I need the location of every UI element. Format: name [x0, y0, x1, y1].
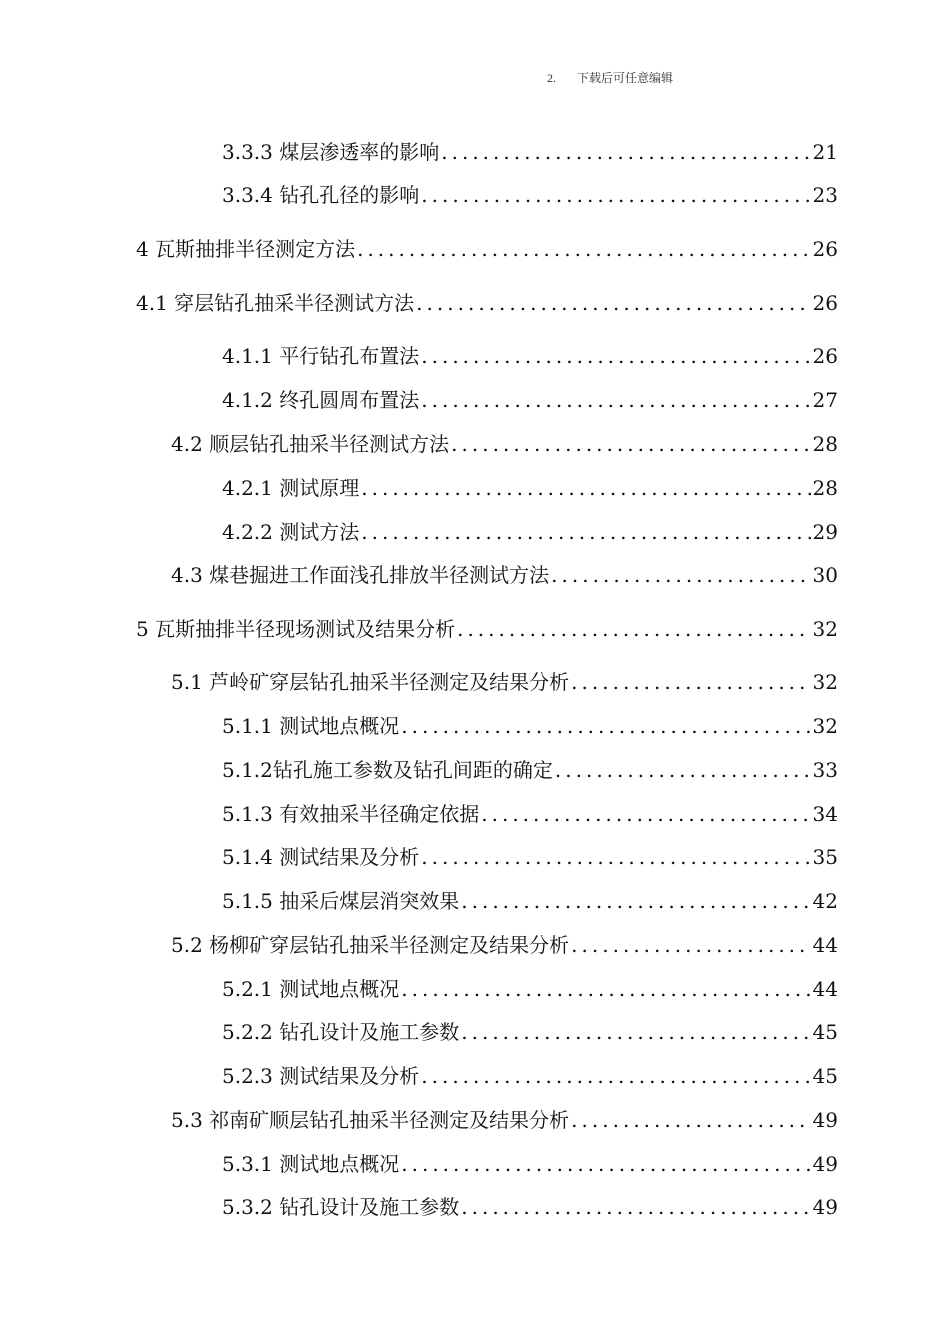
toc-leader-dots — [461, 887, 810, 915]
toc-entry[interactable] — [222, 887, 838, 915]
toc-leader-dots — [421, 181, 810, 209]
toc-entry[interactable] — [222, 756, 838, 784]
toc-page-number: 29 — [812, 520, 838, 544]
toc-leader-dots — [461, 1193, 810, 1221]
toc-entry-title: 4.1 穿层钻孔抽采半径测试方法 — [136, 291, 415, 315]
toc-entry[interactable] — [171, 430, 838, 458]
toc-entry-title: 5.3 祁南矿顺层钻孔抽采半径测定及结果分析 — [171, 1108, 570, 1132]
toc-leader-dots — [416, 289, 810, 317]
toc-page-number: 30 — [812, 563, 838, 587]
toc-entry-title: 4.1.2 终孔圆周布置法 — [222, 388, 420, 412]
toc-leader-dots — [571, 1106, 810, 1134]
toc-leader-dots — [571, 931, 810, 959]
toc-entry[interactable] — [222, 342, 838, 370]
toc-entry-title: 4 瓦斯抽排半径测定方法 — [136, 237, 356, 261]
toc-page-number: 33 — [812, 758, 838, 782]
toc-entry[interactable] — [222, 1062, 838, 1090]
toc-page-number: 42 — [812, 889, 838, 913]
toc-entry-title: 5.1.5 抽采后煤层消突效果 — [222, 889, 460, 913]
page-header — [547, 69, 673, 86]
toc-entry-title: 4.2.2 测试方法 — [222, 520, 360, 544]
toc-entry-title: 5.2.2 钻孔设计及施工参数 — [222, 1020, 460, 1044]
toc-entry[interactable] — [171, 561, 838, 589]
toc-page-number: 49 — [812, 1108, 838, 1132]
toc-page-number: 44 — [812, 977, 838, 1001]
toc-page-number: 44 — [812, 933, 838, 957]
toc-entry[interactable] — [222, 386, 838, 414]
toc-leader-dots — [361, 474, 810, 502]
toc-page-number: 35 — [812, 845, 838, 869]
toc-entry-title: 5 瓦斯抽排半径现场测试及结果分析 — [136, 617, 456, 641]
toc-page-number: 27 — [812, 388, 838, 412]
toc-page-number: 34 — [812, 802, 838, 826]
toc-page-number: 32 — [812, 670, 838, 694]
toc-entry-title: 5.2 杨柳矿穿层钻孔抽采半径测定及结果分析 — [171, 933, 570, 957]
header-number: 2. — [547, 71, 556, 85]
toc-entry[interactable] — [222, 1018, 838, 1046]
toc-entry-title: 5.1.4 测试结果及分析 — [222, 845, 420, 869]
toc-page-number: 49 — [812, 1195, 838, 1219]
toc-entry-title: 3.3.3 煤层渗透率的影响 — [222, 140, 440, 164]
toc-entry[interactable] — [171, 668, 838, 696]
toc-entry-title: 5.1.2钻孔施工参数及钻孔间距的确定 — [222, 758, 553, 782]
toc-leader-dots — [401, 975, 810, 1003]
toc-entry-title: 4.2 顺层钻孔抽采半径测试方法 — [171, 432, 450, 456]
toc-entry[interactable] — [222, 800, 838, 828]
toc-entry[interactable] — [222, 1193, 838, 1221]
toc-entry-title: 5.1 芦岭矿穿层钻孔抽采半径测定及结果分析 — [171, 670, 570, 694]
toc-leader-dots — [401, 1150, 810, 1178]
toc-entry-title: 5.1.3 有效抽采半径确定依据 — [222, 802, 480, 826]
toc-page-number: 45 — [812, 1064, 838, 1088]
toc-page-number: 28 — [812, 432, 838, 456]
toc-entry[interactable] — [222, 843, 838, 871]
toc-entry[interactable] — [222, 181, 838, 209]
toc-entry[interactable] — [222, 474, 838, 502]
toc-page-number: 23 — [812, 183, 838, 207]
toc-entry-title: 5.3.1 测试地点概况 — [222, 1152, 400, 1176]
toc-leader-dots — [421, 1062, 810, 1090]
toc-entry-title: 3.3.4 钻孔孔径的影响 — [222, 183, 420, 207]
toc-entry[interactable] — [136, 289, 838, 317]
toc-leader-dots — [451, 430, 810, 458]
header-text: 下载后可任意编辑 — [577, 71, 674, 85]
toc-leader-dots — [421, 386, 810, 414]
toc-page-number: 28 — [812, 476, 838, 500]
toc-entry-title: 5.3.2 钻孔设计及施工参数 — [222, 1195, 460, 1219]
toc-entry[interactable] — [222, 712, 838, 740]
toc-leader-dots — [401, 712, 810, 740]
toc-entry[interactable] — [222, 975, 838, 1003]
toc-leader-dots — [361, 518, 810, 546]
toc-leader-dots — [441, 138, 810, 166]
toc-entry-title: 4.3 煤巷掘进工作面浅孔排放半径测试方法 — [171, 563, 550, 587]
toc-leader-dots — [461, 1018, 810, 1046]
toc-entry[interactable] — [222, 138, 838, 166]
toc-entry[interactable] — [136, 235, 838, 263]
toc-page-number: 32 — [812, 617, 838, 641]
toc-leader-dots — [457, 615, 810, 643]
toc-leader-dots — [421, 843, 810, 871]
toc-leader-dots — [357, 235, 810, 263]
toc-entry[interactable] — [222, 518, 838, 546]
toc-leader-dots — [551, 561, 810, 589]
toc-entry[interactable] — [136, 615, 838, 643]
toc-page-number: 26 — [812, 237, 838, 261]
toc-page-number: 45 — [812, 1020, 838, 1044]
toc-entry[interactable] — [171, 1106, 838, 1134]
toc-leader-dots — [571, 668, 810, 696]
toc-entry-title: 4.1.1 平行钻孔布置法 — [222, 344, 420, 368]
toc-page-number: 49 — [812, 1152, 838, 1176]
toc-entry[interactable] — [171, 931, 838, 959]
toc-entry-title: 4.2.1 测试原理 — [222, 476, 360, 500]
toc-page-number: 26 — [812, 291, 838, 315]
toc-entry-title: 5.1.1 测试地点概况 — [222, 714, 400, 738]
toc-leader-dots — [421, 342, 810, 370]
toc-leader-dots — [481, 800, 810, 828]
toc-entry[interactable] — [222, 1150, 838, 1178]
toc-entry-title: 5.2.1 测试地点概况 — [222, 977, 400, 1001]
toc-page-number: 26 — [812, 344, 838, 368]
toc-page-number: 32 — [812, 714, 838, 738]
toc-leader-dots — [555, 756, 811, 784]
toc-page-number: 21 — [812, 140, 838, 164]
toc-entry-title: 5.2.3 测试结果及分析 — [222, 1064, 420, 1088]
